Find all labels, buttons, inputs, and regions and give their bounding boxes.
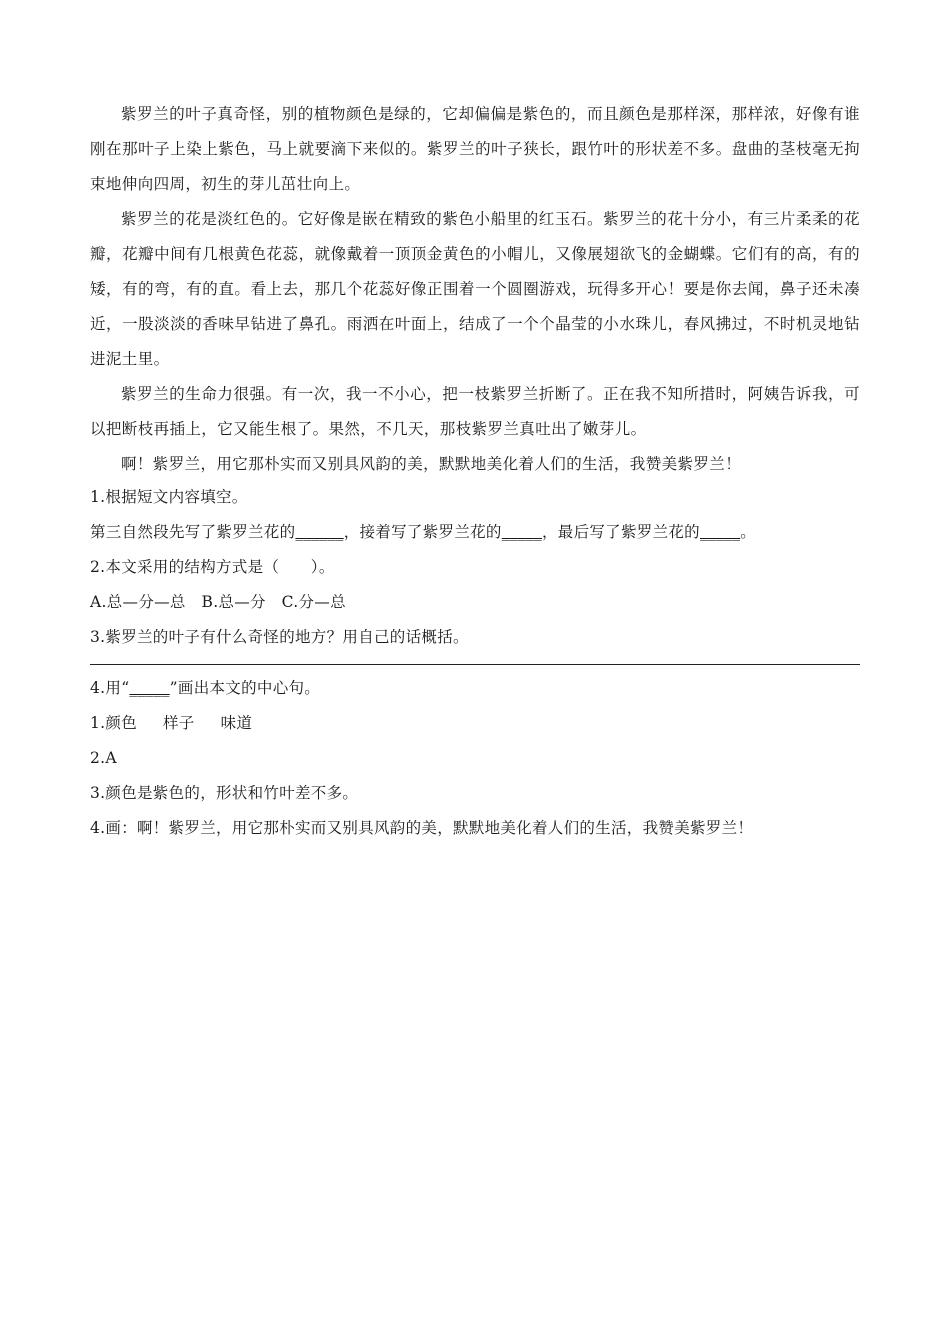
question-1-text-c: ，最后写了紫罗兰花的: [541, 523, 700, 541]
answer-2: 2.A: [90, 749, 117, 767]
questions-and-answers: [90, 480, 860, 846]
answer-1-smell: 味道: [220, 714, 253, 732]
answer-1-shape: 样子: [163, 714, 195, 732]
question-4: [90, 671, 860, 706]
answer-1: [90, 706, 860, 741]
passage-paragraph-3: 紫罗兰的生命力很强。有一次，我一不小心，把一枝紫罗兰折断了。正在我不知所措时，阿姨告诉我，可以把断枝再插上，它又能生根了。果然，不几天，那枝紫罗兰真吐出了嫩芽儿。: [90, 385, 860, 438]
answer-blank-1[interactable]: ______: [295, 523, 344, 541]
question-2: 2.本文采用的结构方式是（ ）。: [90, 558, 335, 576]
passage-paragraph-1: 紫罗兰的叶子真奇怪，别的植物颜色是绿的，它却偏偏是紫色的，而且颜色是那样深，那样浓，好像有谁刚在那叶子上染上紫色，马上就要滴下来似的。紫罗兰的叶子狭长，跟竹叶的形状差不多。盘曲的茎枝毫无拘束地伸向四周，初生的芽儿茁壮向上。: [90, 105, 860, 193]
passage-paragraph-2: 紫罗兰的花是淡红色的。它好像是嵌在精致的紫色小船里的红玉石。紫罗兰的花十分小，有三片柔柔的花瓣，花瓣中间有几根黄色花蕊，就像戴着一顶顶金黄色的小帽儿，又像展翅欲飞的金蝴蝶。它们有的高，有的矮，有的弯，有的直。看上去，那几个花蕊好像正围着一个圆圈游戏，玩得多开心！要是你去闻，鼻子还未凑近，一股淡淡的香味早钻进了鼻孔。雨洒在叶面上，结成了一个个晶莹的小水珠儿，春风拂过，不时机灵地钻进泥土里。: [90, 210, 860, 368]
question-1-text-b: ，接着写了紫罗兰花的: [343, 523, 502, 541]
question-1-title: 1.根据短文内容填空。: [90, 488, 248, 506]
answer-1-color: 1.颜色: [90, 714, 137, 732]
answer-line: [90, 664, 860, 665]
passage-paragraph-4: 啊！紫罗兰，用它那朴实而又别具风韵的美，默默地美化着人们的生活，我赞美紫罗兰！: [121, 455, 742, 473]
question-4-text-a: 4.用“: [90, 679, 130, 697]
answer-blank-3[interactable]: _____: [700, 523, 741, 541]
reading-passage: [90, 97, 860, 482]
answer-4: 4.画：啊！紫罗兰，用它那朴实而又别具风韵的美，默默地美化着人们的生活，我赞美紫罗兰！: [90, 819, 754, 837]
question-1-text-a: 第三自然段先写了紫罗兰花的: [90, 523, 296, 541]
question-3: 3.紫罗兰的叶子有什么奇怪的地方？用自己的话概括。: [90, 628, 469, 646]
answer-3: 3.颜色是紫色的，形状和竹叶差不多。: [90, 784, 359, 802]
question-1-fill-in: [90, 515, 860, 550]
underline-sample: _____: [129, 679, 170, 697]
question-2-options: A.总—分—总 B.总—分 C.分—总: [90, 593, 346, 611]
answer-blank-2[interactable]: _____: [501, 523, 542, 541]
question-1-end: 。: [740, 523, 757, 541]
question-4-text-b: ”画出本文的中心句。: [169, 679, 321, 697]
